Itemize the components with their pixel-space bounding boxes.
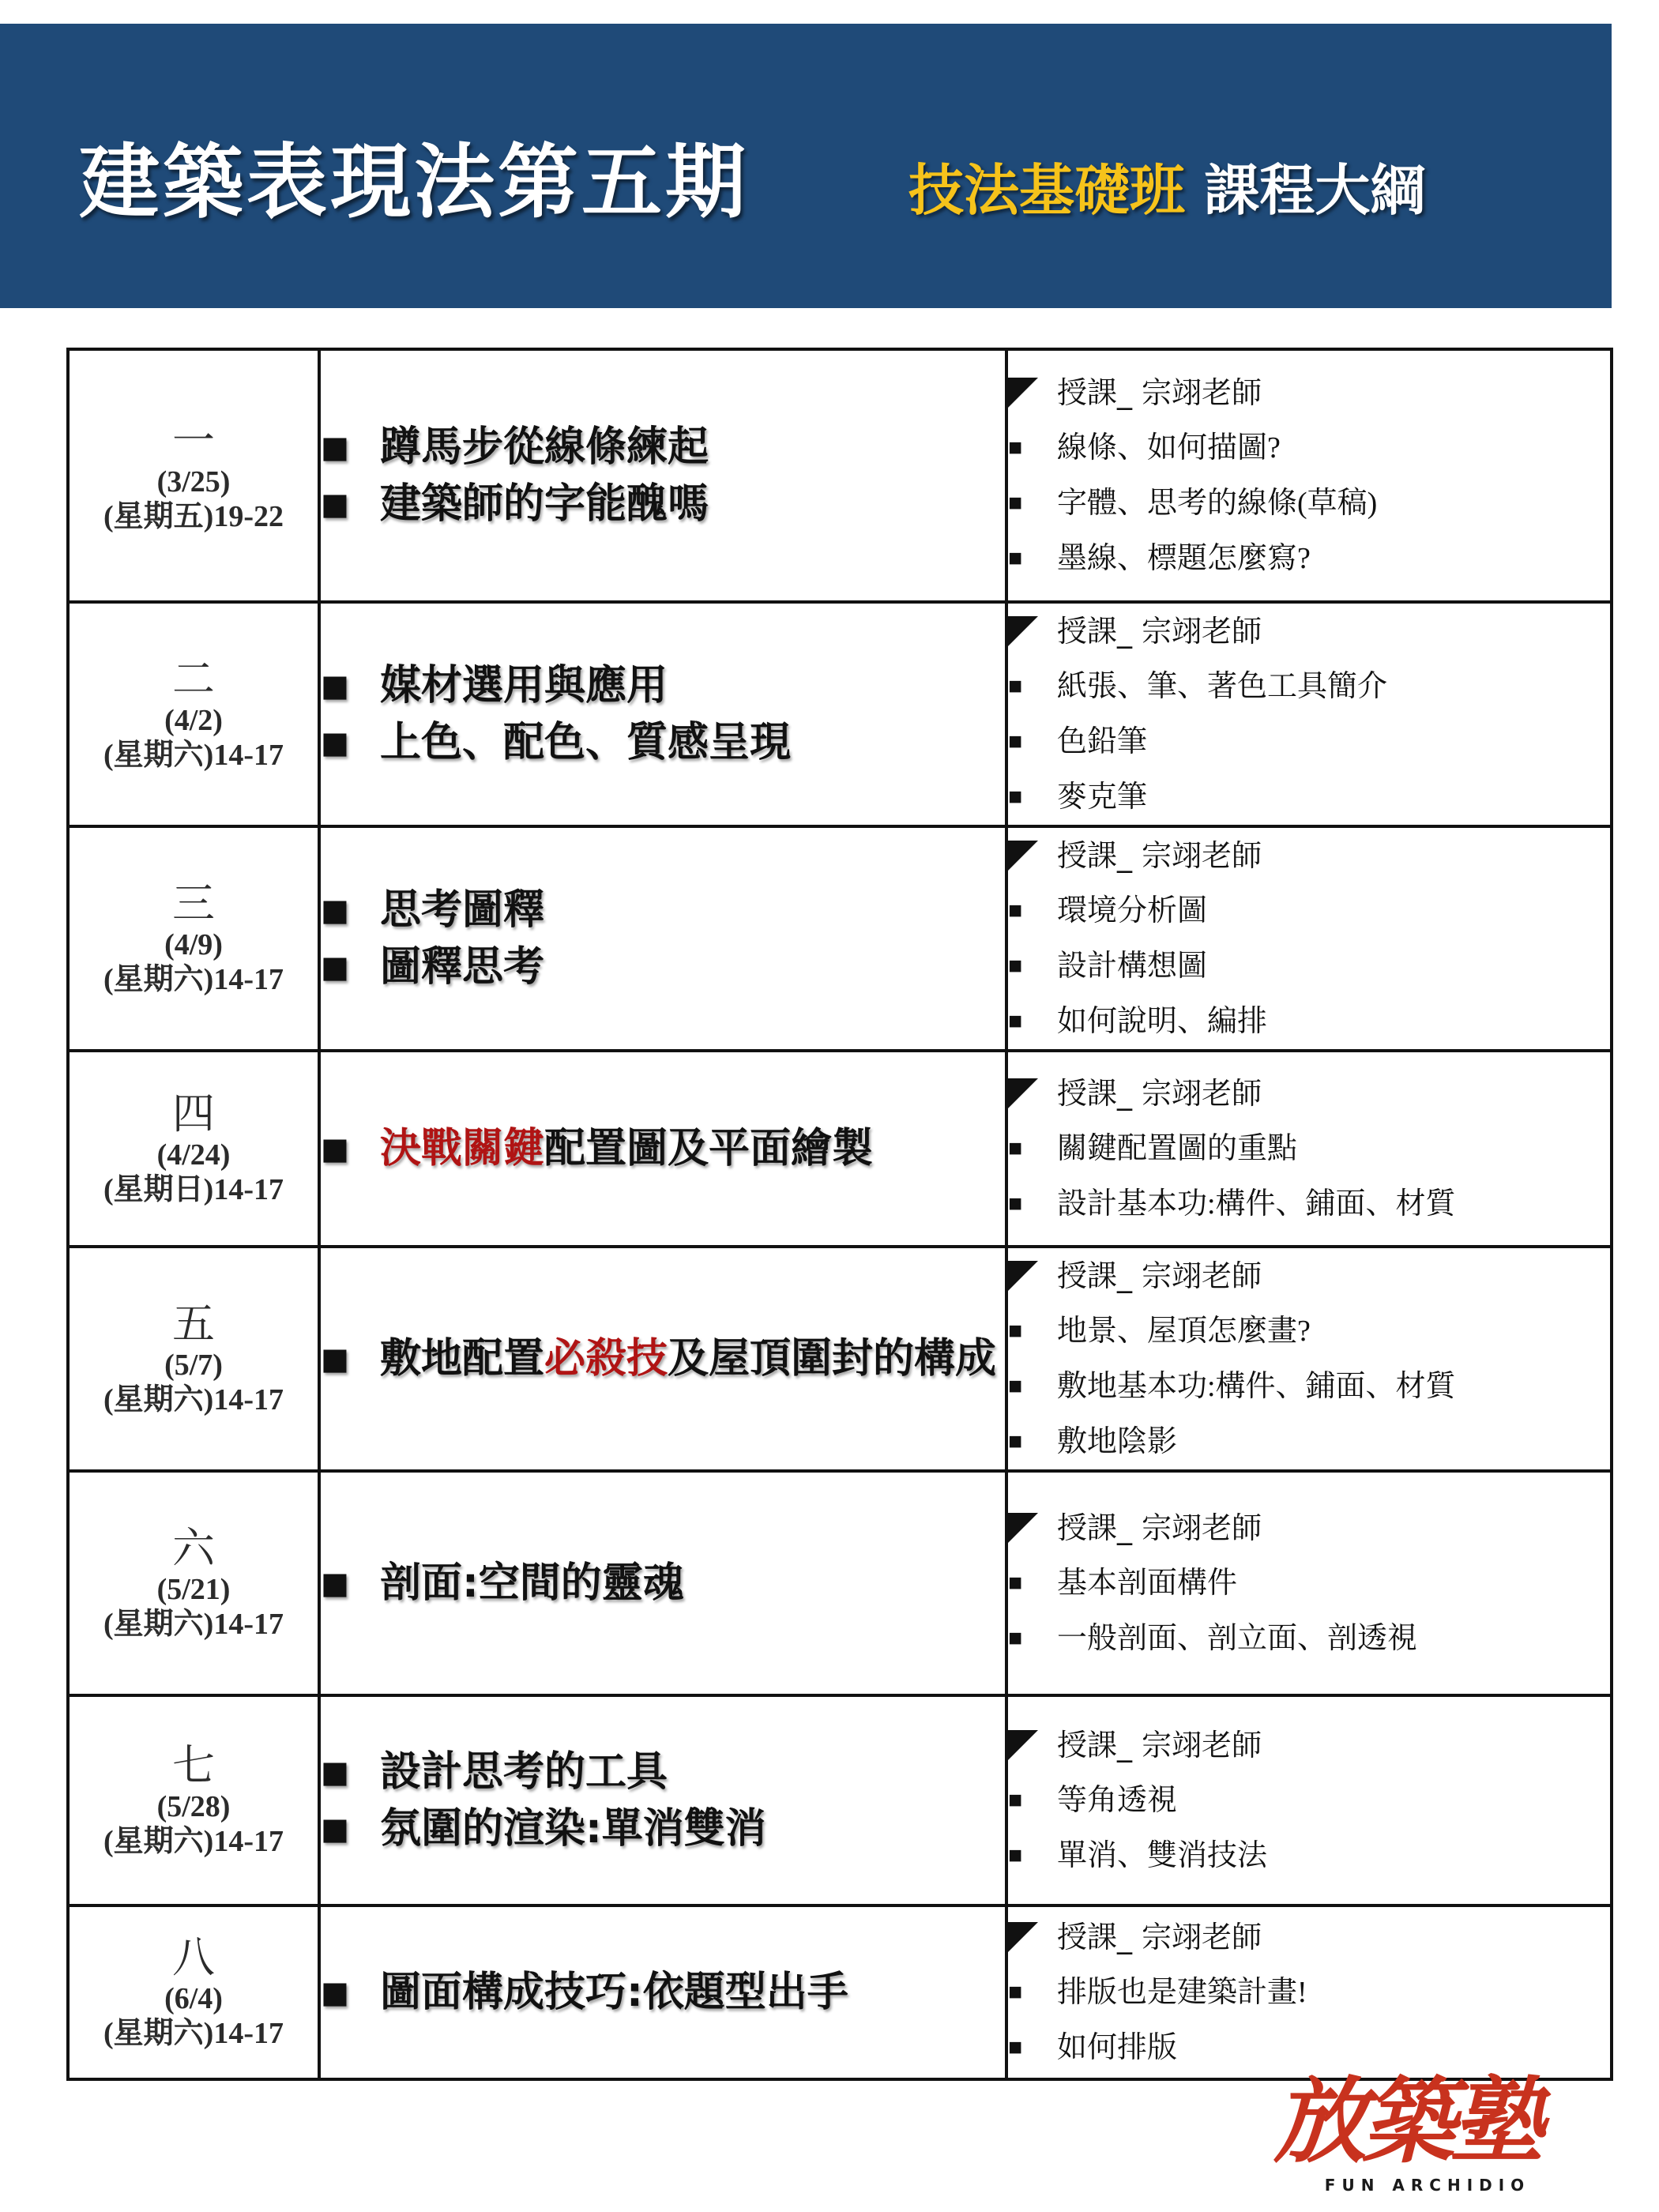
topic-text (380, 1964, 848, 2021)
session-info (70, 1089, 318, 1207)
details-cell (1006, 1247, 1612, 1471)
topics-cell (319, 602, 1006, 826)
topic-item (321, 657, 1005, 714)
details-cell (1006, 1905, 1612, 2079)
bullet-icon: ■ (1008, 673, 1023, 699)
detail-item (1008, 769, 1610, 825)
topic-item (321, 1800, 1005, 1857)
detail-item (1008, 1965, 1610, 2020)
teacher-line (1008, 1500, 1610, 1556)
details-cell (1006, 1051, 1612, 1247)
session-date: (5/21) (156, 1573, 231, 1607)
topic-plain: 及屋頂圍封的構成 (668, 1335, 997, 1382)
session-row (68, 1247, 1612, 1471)
bullet-icon: ■ (321, 1975, 349, 2010)
topic-item (321, 882, 1005, 939)
bullet-icon: ■ (1008, 1625, 1023, 1651)
detail-text: 色鉛筆 (1057, 725, 1148, 758)
topic-plain: 圖面構成技巧:依題型出手 (380, 1969, 848, 2016)
detail-item (1008, 420, 1610, 476)
course-schedule-table (66, 348, 1613, 2081)
session-time: (星期六)14-17 (103, 739, 284, 773)
bullet-icon: ■ (321, 430, 349, 465)
details-cell (1006, 602, 1612, 826)
detail-text: 等角透視 (1057, 1784, 1178, 1817)
topics-cell (319, 349, 1006, 602)
topic-text (380, 882, 544, 939)
teacher-line (1008, 604, 1610, 659)
session-number: 五 (172, 1300, 215, 1349)
detail-text: 敷地基本功:構件、鋪面、材質 (1057, 1370, 1456, 1403)
session-time: (星期五)19-22 (103, 500, 284, 534)
session-cell (68, 1247, 319, 1471)
detail-item (1008, 994, 1610, 1049)
session-cell (68, 1695, 319, 1905)
page-subtitle (908, 146, 1425, 226)
bullet-icon: ■ (1008, 2034, 1023, 2060)
detail-item (1008, 1414, 1610, 1469)
topic-text (380, 939, 544, 995)
session-number: 七 (172, 1742, 215, 1790)
details-cell (1006, 1695, 1612, 1905)
session-date: (4/9) (164, 928, 223, 962)
bullet-icon: ■ (321, 950, 349, 984)
teacher-text: 授課_ 宗翊老師 (1057, 1728, 1262, 1762)
topic-plain: 上色、配色、質感呈現 (380, 719, 792, 766)
subtitle-highlight: 技法基礎班 (908, 158, 1185, 223)
details-cell (1006, 349, 1612, 602)
session-cell (68, 1471, 319, 1695)
teacher-text: 授課_ 宗翊老師 (1057, 375, 1262, 410)
flag-icon (1008, 1513, 1038, 1543)
teacher-line (1008, 1248, 1610, 1304)
topics-cell (319, 1695, 1006, 1905)
bullet-icon: ■ (1008, 728, 1023, 754)
topic-plain: 建築師的字能醜嗎 (380, 480, 709, 528)
bullet-icon: ■ (1008, 490, 1023, 516)
detail-item (1008, 1176, 1610, 1232)
topic-item (321, 939, 1005, 995)
session-date: (3/25) (156, 465, 231, 499)
session-info (70, 655, 318, 773)
flag-icon (1008, 1078, 1038, 1108)
detail-text: 關鍵配置圖的重點 (1057, 1132, 1298, 1165)
logo-en-text: FUN ARCHIDIO (1324, 2176, 1531, 2195)
brand-logo (1273, 2066, 1582, 2204)
session-time: (星期日)14-17 (103, 1173, 284, 1207)
topic-plain: 配置圖及平面繪製 (544, 1125, 874, 1172)
detail-text: 如何說明、編排 (1057, 1005, 1268, 1038)
session-date: (5/7) (164, 1349, 223, 1382)
bullet-icon: ■ (1008, 953, 1023, 979)
bullet-icon: ■ (1008, 1979, 1023, 2005)
bullet-icon: ■ (321, 487, 349, 521)
detail-item (1008, 1828, 1610, 1883)
session-row (68, 602, 1612, 826)
topic-item (321, 419, 1005, 476)
session-cell (68, 1905, 319, 2079)
teacher-line (1008, 1909, 1610, 1965)
topic-highlight: 決戰關鍵 (380, 1125, 545, 1172)
session-date: (6/4) (164, 1982, 223, 2016)
teacher-text: 授課_ 宗翊老師 (1057, 1920, 1262, 1954)
topic-text (380, 1555, 684, 1612)
topic-text (380, 476, 709, 532)
session-time: (星期六)14-17 (103, 963, 284, 997)
detail-item (1008, 883, 1610, 939)
topic-pre: 敷地配置 (380, 1335, 545, 1382)
topic-plain: 氛圍的渲染:單消雙消 (380, 1805, 766, 1853)
bullet-icon: ■ (1008, 784, 1023, 810)
topic-item (321, 1120, 1005, 1177)
subtitle-rest: 課程大綱 (1185, 158, 1426, 223)
teacher-line (1008, 828, 1610, 883)
session-info (70, 879, 318, 997)
session-cell (68, 1051, 319, 1247)
bullet-icon: ■ (1008, 434, 1023, 461)
bullet-icon: ■ (321, 725, 349, 760)
teacher-line (1008, 1717, 1610, 1773)
bullet-icon: ■ (1008, 1191, 1023, 1217)
session-row (68, 1695, 1612, 1905)
details-cell (1006, 1471, 1612, 1695)
session-date: (4/24) (156, 1138, 231, 1172)
session-cell (68, 349, 319, 602)
session-time: (星期六)14-17 (103, 1383, 284, 1417)
session-cell (68, 602, 319, 826)
teacher-text: 授課_ 宗翊老師 (1057, 838, 1262, 873)
detail-item (1008, 1773, 1610, 1828)
details-cell (1006, 826, 1612, 1051)
detail-item (1008, 476, 1610, 531)
topic-plain: 圖釋思考 (380, 943, 545, 991)
session-number: 八 (172, 1934, 215, 1982)
session-time: (星期六)14-17 (103, 2017, 284, 2051)
bullet-icon: ■ (1008, 1570, 1023, 1596)
detail-text: 一般剖面、剖立面、剖透視 (1057, 1622, 1418, 1655)
session-number: 三 (172, 880, 215, 928)
detail-text: 字體、思考的線條(草稿) (1057, 487, 1378, 520)
session-cell (68, 826, 319, 1051)
bullet-icon: ■ (321, 1131, 349, 1166)
topic-text (380, 1330, 996, 1387)
detail-text: 基本剖面構件 (1057, 1567, 1238, 1600)
session-number: 一 (172, 417, 215, 465)
bullet-icon: ■ (321, 668, 349, 703)
detail-text: 麥克筆 (1057, 781, 1148, 814)
teacher-line (1008, 1066, 1610, 1121)
bullet-icon: ■ (321, 1755, 349, 1789)
flag-icon (1008, 378, 1038, 408)
session-number: 六 (172, 1525, 215, 1573)
topic-item (321, 1330, 1005, 1387)
topic-text (380, 1120, 873, 1177)
bullet-icon: ■ (1008, 1373, 1023, 1399)
flag-icon (1008, 1730, 1038, 1760)
topics-cell (319, 1471, 1006, 1695)
bullet-icon: ■ (321, 1341, 349, 1376)
session-number: 四 (172, 1090, 215, 1138)
detail-text: 敷地陰影 (1057, 1425, 1178, 1458)
detail-text: 排版也是建築計畫! (1057, 1976, 1307, 2009)
logo-cjk-text: 放築塾 (1273, 2066, 1540, 2176)
session-info (70, 1933, 318, 2051)
detail-text: 設計構想圖 (1057, 950, 1208, 983)
session-date: (4/2) (164, 704, 223, 738)
page-title: 建築表現法第五期 (79, 136, 749, 230)
detail-item (1008, 1611, 1610, 1666)
detail-item (1008, 531, 1610, 586)
detail-text: 環境分析圖 (1057, 894, 1208, 927)
topic-text (380, 1744, 668, 1800)
detail-item (1008, 1556, 1610, 1611)
topic-text (380, 1800, 766, 1857)
topic-item (321, 1964, 1005, 2021)
topic-plain: 剖面:空間的靈魂 (380, 1559, 684, 1607)
session-row (68, 1471, 1612, 1695)
topic-item (321, 1744, 1005, 1800)
detail-text: 紙張、筆、著色工具簡介 (1057, 670, 1388, 703)
session-info (70, 416, 318, 534)
session-row (68, 1051, 1612, 1247)
detail-item (1008, 1304, 1610, 1359)
detail-item (1008, 1121, 1610, 1176)
topics-cell (319, 826, 1006, 1051)
topic-text (380, 657, 668, 714)
flag-icon (1008, 616, 1038, 646)
bullet-icon: ■ (1008, 1318, 1023, 1344)
session-info (70, 1524, 318, 1642)
bullet-icon: ■ (1008, 1135, 1023, 1161)
bullet-icon: ■ (1008, 1008, 1023, 1034)
session-time: (星期六)14-17 (103, 1825, 284, 1859)
topic-plain: 設計思考的工具 (380, 1748, 668, 1796)
detail-item (1008, 714, 1610, 769)
detail-text: 墨線、標題怎麼寫? (1057, 542, 1311, 575)
detail-text: 單消、雙消技法 (1057, 1839, 1268, 1872)
topic-item (321, 476, 1005, 532)
session-row (68, 349, 1612, 602)
detail-text: 設計基本功:構件、鋪面、材質 (1057, 1187, 1456, 1221)
teacher-text: 授課_ 宗翊老師 (1057, 614, 1262, 649)
detail-item (1008, 1359, 1610, 1414)
teacher-text: 授課_ 宗翊老師 (1057, 1510, 1262, 1545)
topic-item (321, 714, 1005, 771)
detail-item (1008, 659, 1610, 714)
detail-text: 線條、如何描圖? (1057, 431, 1281, 465)
bullet-icon: ■ (1008, 1842, 1023, 1868)
topic-plain: 蹲馬步從線條練起 (380, 423, 709, 471)
session-info (70, 1741, 318, 1859)
flag-icon (1008, 1922, 1038, 1952)
topic-text (380, 714, 791, 771)
detail-item (1008, 939, 1610, 994)
topics-cell (319, 1051, 1006, 1247)
flag-icon (1008, 841, 1038, 871)
detail-text: 地景、屋頂怎麼畫? (1057, 1315, 1311, 1348)
topic-plain: 媒材選用與應用 (380, 662, 668, 709)
bullet-icon: ■ (321, 1566, 349, 1601)
teacher-text: 授課_ 宗翊老師 (1057, 1076, 1262, 1111)
bullet-icon: ■ (1008, 897, 1023, 924)
session-row (68, 826, 1612, 1051)
bullet-icon: ■ (321, 893, 349, 927)
bullet-icon: ■ (1008, 1428, 1023, 1454)
topic-highlight: 必殺技 (544, 1335, 668, 1382)
teacher-text: 授課_ 宗翊老師 (1057, 1258, 1262, 1293)
session-row (68, 1905, 1612, 2079)
session-number: 二 (172, 656, 215, 704)
teacher-line (1008, 365, 1610, 420)
topic-item (321, 1555, 1005, 1612)
session-time: (星期六)14-17 (103, 1608, 284, 1642)
flag-icon (1008, 1261, 1038, 1291)
detail-text: 如何排版 (1057, 2031, 1178, 2064)
topics-cell (319, 1905, 1006, 2079)
topics-cell (319, 1247, 1006, 1471)
bullet-icon: ■ (1008, 545, 1023, 571)
bullet-icon: ■ (321, 1811, 349, 1846)
topic-text (380, 419, 709, 476)
session-info (70, 1300, 318, 1417)
bullet-icon: ■ (1008, 1787, 1023, 1813)
session-date: (5/28) (156, 1790, 231, 1824)
topic-plain: 思考圖釋 (380, 886, 545, 934)
